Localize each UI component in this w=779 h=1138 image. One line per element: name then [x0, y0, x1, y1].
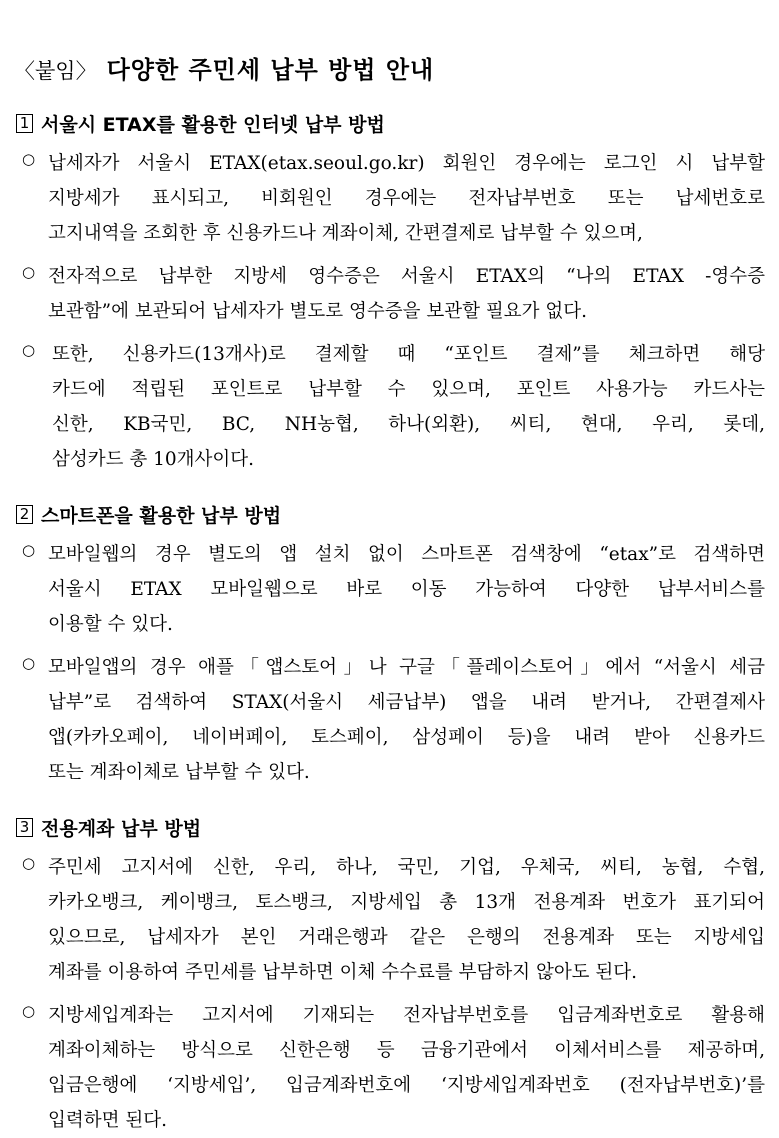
bullet-text — [48, 146, 765, 251]
text-line: 납부”로 검색하여 STAX(서울시 세금납부) 앱을 내려 받거나, 간편결제사 — [48, 692, 765, 713]
bullet-circle-icon: ○ — [22, 150, 36, 168]
attachment-prefix: 〈붙임〉 — [14, 59, 97, 83]
text-line: 이용할 수 있다. — [48, 614, 173, 635]
bullet-text — [48, 537, 765, 642]
bullet-text — [48, 650, 765, 790]
bullet-circle-icon: ○ — [22, 654, 36, 672]
section-1 — [14, 108, 765, 477]
section-number-box: 1 — [16, 114, 33, 133]
text-line: 지방세가 표시되고, 비회원인 경우에는 전자납부번호 또는 납세번호로 — [48, 188, 765, 209]
section-heading — [16, 499, 765, 529]
text-line: 모바일앱의 경우 애플「앱스토어」나 구글「플레이스토어」에서 “서울시 세금 — [48, 657, 765, 678]
section-title: 서울시 ETAX를 활용한 인터넷 납부 방법 — [41, 113, 385, 136]
section-3 — [14, 812, 765, 1138]
text-line: 앱(카카오페이, 네이버페이, 토스페이, 삼성페이 등)을 내려 받아 신용카드 — [48, 727, 765, 748]
section-number-box: 3 — [16, 818, 33, 837]
text-line: 모바일웹의 경우 별도의 앱 설치 없이 스마트폰 검색창에 “etax”로 검색하면 — [48, 544, 765, 565]
bullet-item — [14, 337, 765, 477]
text-line: 있으므로, 납세자가 본인 거래은행과 같은 은행의 전용계좌 또는 지방세입 — [48, 927, 765, 948]
text-line: 서울시 ETAX 모바일웹으로 바로 이동 가능하여 다양한 납부서비스를 — [48, 579, 765, 600]
bullet-circle-icon: ○ — [22, 341, 36, 359]
bullet-circle-icon: ○ — [22, 854, 36, 872]
section-2 — [14, 499, 765, 790]
text-line: 지방세입계좌는 고지서에 기재되는 전자납부번호를 입금계좌번호로 활용해 — [48, 1005, 765, 1026]
text-line: 납세자가 서울시 ETAX(etax.seoul.go.kr) 회원인 경우에는 로그인 시 납부할 — [48, 153, 765, 174]
bullet-circle-icon: ○ — [22, 263, 36, 281]
bullet-item — [14, 650, 765, 790]
text-line: 고지내역을 조회한 후 신용카드나 계좌이체, 간편결제로 납부할 수 있으며, — [48, 223, 643, 244]
text-line: 입금은행에 ‘지방세입’, 입금계좌번호에 ‘지방세입계좌번호 (전자납부번호)’를 — [48, 1075, 765, 1096]
text-line: 계좌를 이용하여 주민세를 납부하면 이체 수수료를 부담하지 않아도 된다. — [48, 962, 638, 983]
text-line: 보관함”에 보관되어 납세자가 별도로 영수증을 보관할 필요가 없다. — [48, 301, 588, 322]
page-title: 다양한 주민세 납부 방법 안내 — [106, 56, 435, 84]
text-line: 계좌이체하는 방식으로 신한은행 등 금융기관에서 이체서비스를 제공하며, — [48, 1040, 765, 1061]
document-title-row — [14, 50, 765, 90]
bullet-circle-icon: ○ — [22, 1002, 36, 1020]
text-line: 카카오뱅크, 케이뱅크, 토스뱅크, 지방세입 총 13개 전용계좌 번호가 표기되어 — [48, 892, 765, 913]
text-line: 삼성카드 총 10개사이다. — [52, 449, 255, 470]
bullet-item — [14, 259, 765, 329]
text-line: 전자적으로 납부한 지방세 영수증은 서울시 ETAX의 “나의 ETAX -영수증 — [48, 266, 765, 287]
text-line: 카드에 적립된 포인트로 납부할 수 있으며, 포인트 사용가능 카드사는 — [52, 379, 765, 400]
bullet-text — [48, 259, 765, 329]
bullet-text — [48, 337, 765, 477]
bullet-item — [14, 146, 765, 251]
text-line: 신한, KB국민, BC, NH농협, 하나(외환), 씨티, 현대, 우리, 롯데, — [52, 414, 765, 435]
text-line: 또는 계좌이체로 납부할 수 있다. — [48, 762, 310, 783]
bullet-circle-icon: ○ — [22, 541, 36, 559]
sections-container — [14, 108, 765, 1138]
section-heading — [16, 812, 765, 842]
text-line: 또한, 신용카드(13개사)로 결제할 때 “포인트 결제”를 체크하면 해당 — [52, 344, 765, 365]
section-number-box: 2 — [16, 505, 33, 524]
bullet-item — [14, 537, 765, 642]
bullet-item — [14, 850, 765, 990]
bullet-text — [48, 850, 765, 990]
section-heading — [16, 108, 765, 138]
section-title: 전용계좌 납부 방법 — [41, 817, 202, 840]
section-title: 스마트폰을 활용한 납부 방법 — [41, 504, 282, 527]
text-line: 주민세 고지서에 신한, 우리, 하나, 국민, 기업, 우체국, 씨티, 농협, 수협, — [48, 857, 765, 878]
bullet-text — [48, 998, 765, 1138]
text-line: 입력하면 된다. — [48, 1110, 167, 1131]
bullet-item — [14, 998, 765, 1138]
